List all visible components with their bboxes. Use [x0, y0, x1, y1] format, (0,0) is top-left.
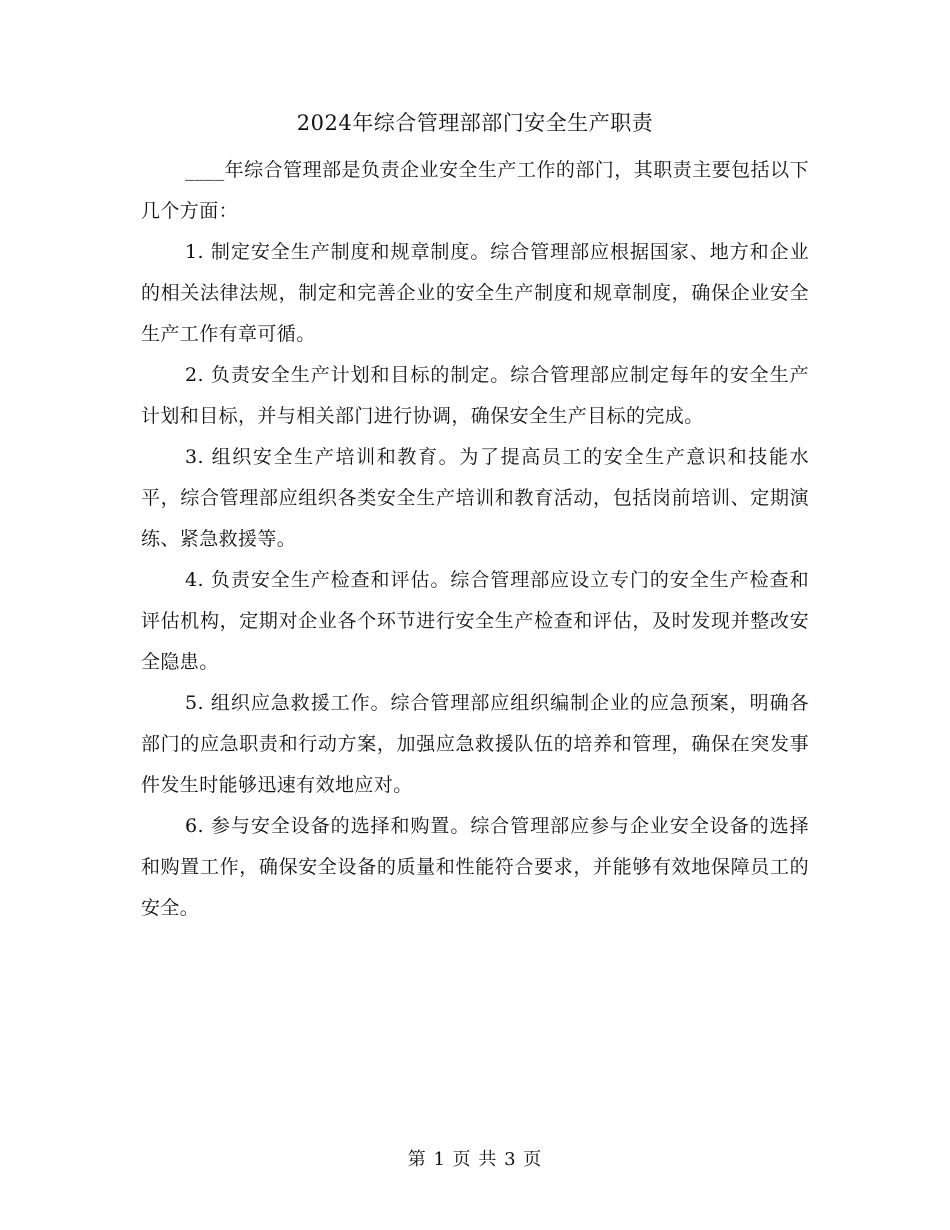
- intro-paragraph: ____年综合管理部是负责企业安全生产工作的部门，其职责主要包括以下几个方面：: [141, 159, 809, 222]
- duty-paragraph-5: 5. 组织应急救援工作。综合管理部应组织编制企业的应急预案，明确各部门的应急职责和行动方案，加强应急救援队伍的培养和管理，确保在突发事件发生时能够迅速有效地应对。: [141, 692, 809, 796]
- duty-paragraph-4: 4. 负责安全生产检查和评估。综合管理部应设立专门的安全生产检查和评估机构，定期对企业各个环节进行安全生产检查和评估，及时发现并整改安全隐患。: [141, 569, 809, 673]
- duty-paragraph-6: 6. 参与安全设备的选择和购置。综合管理部应参与企业安全设备的选择和购置工作，确保安全设备的质量和性能符合要求，并能够有效地保障员工的安全。: [141, 815, 809, 919]
- page-number-footer: 第 1 页 共 3 页: [407, 1149, 543, 1170]
- duty-paragraph-2: 2. 负责安全生产计划和目标的制定。综合管理部应制定每年的安全生产计划和目标，并与相关部门进行协调，确保安全生产目标的完成。: [141, 364, 809, 427]
- duty-paragraph-1: 1. 制定安全生产制度和规章制度。综合管理部应根据国家、地方和企业的相关法律法规，制定和完善企业的安全生产制度和规章制度，确保企业安全生产工作有章可循。: [141, 241, 809, 345]
- document-title: 2024年综合管理部部门安全生产职责: [296, 111, 654, 135]
- duty-paragraph-3: 3. 组织安全生产培训和教育。为了提高员工的安全生产意识和技能水平，综合管理部应组织各类安全生产培训和教育活动，包括岗前培训、定期演练、紧急救援等。: [141, 446, 809, 550]
- document-body: [141, 150, 809, 929]
